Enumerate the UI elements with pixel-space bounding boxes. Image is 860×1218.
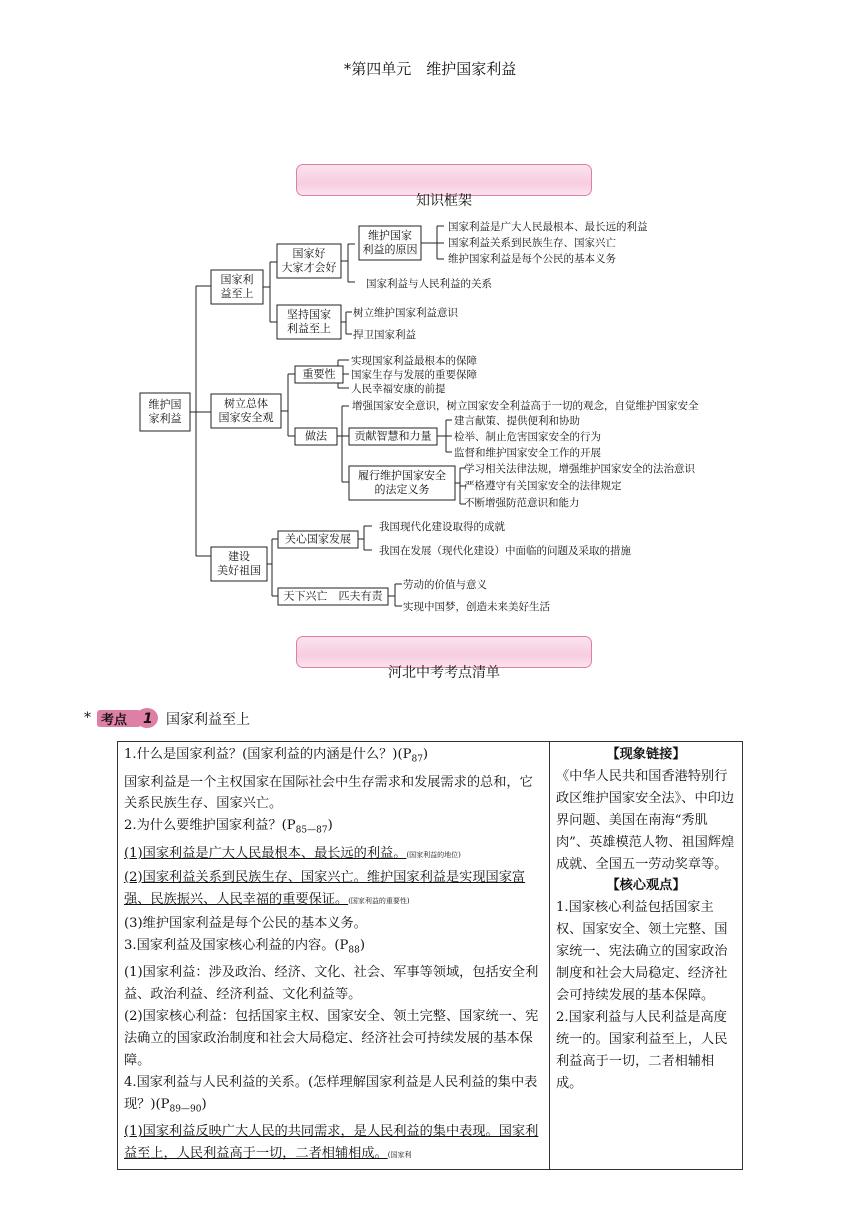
svg-text:益至上: 益至上 [220,287,254,300]
phenomenon-link-text: 《中华人民共和国香港特别行政区维护国家安全法》、中印边界问题、美国在南海“秀肌肉”、英雄模范人物、祖国辉煌成就、全国五一劳动奖章等。 [556,768,735,872]
q4-a1-note: (国家利 [387,1150,412,1159]
q4-title: 4.国家利益与人民利益的关系。 [124,1074,309,1090]
mindmap-node-country-good [277,244,341,278]
phenomenon-link-heading: 【现象链接】 [606,747,686,762]
q4 [124,1072,543,1121]
mindmap-node-practice [295,428,337,445]
table-right-cell [550,742,743,1170]
svg-text:国家好: 国家好 [292,247,326,260]
mindmap-leaf-practice-top: 增强国家安全意识，树立国家安全利益高于一切的观念，自觉维护国家安全 [352,400,699,412]
svg-text:家利益: 家利益 [148,412,182,425]
q4-page: 89—90 [169,1104,202,1115]
svg-text:做法: 做法 [305,429,327,443]
svg-text:关心国家发展: 关心国家发展 [285,532,351,546]
mindmap-root [140,393,190,431]
q2-answer-3: (3)维护国家利益是每个公民的基本义务。 [124,915,367,931]
mindmap-leaf-importance-2: 国家生存与发展的重要保障 [351,369,477,381]
mindmap-leaf-contribute-1: 建言献策、提供便利和协助 [454,415,580,427]
kaodian-table [117,741,743,1170]
q1 [124,744,543,772]
svg-text:美好祖国: 美好祖国 [217,564,261,577]
mindmap-leaf-responsibility-2: 实现中国梦，创造未来美好生活 [403,601,550,613]
svg-text:建设: 建设 [228,550,250,563]
mindmap-leaf-contribute-3: 监督和维护国家安全工作的开展 [454,447,601,459]
mindmap-leaf-uphold-1: 树立维护国家利益意识 [353,307,458,319]
mindmap-leaf-development-2: 我国在发展（现代化建设）中面临的问题及采取的措施 [379,545,631,557]
q2-a1-text: (1)国家利益是广大人民最根本、最长远的利益。 [124,845,407,861]
mindmap-leaf-development-1: 我国现代化建设取得的成就 [379,521,505,533]
q2-a1-note: (国家利益的地位) [406,850,461,859]
kaodian-star: * [84,710,91,726]
q1-close: ) [422,747,429,762]
svg-text:坚持国家: 坚持国家 [287,308,331,321]
q2-title: 2.为什么要维护国家利益？(P [124,818,296,834]
mindmap-node-contribute [349,428,437,445]
svg-text:利益至上: 利益至上 [287,322,331,335]
q3-answer-1: (1)国家利益：涉及政治、经济、文化、社会、军事等领域，包括安全利益、政治利益、经济利益、文化利益等。 [124,965,539,1002]
mindmap-node-responsibility [278,588,388,605]
mindmap-node-legal-duty [349,466,455,500]
q2-a2-text: (2)国家利益关系到民族生存、国家兴亡。维护国家利益是实现国家富强、民族振兴、人民幸福的重要保证。 [124,869,526,907]
page-title: *第四单元 维护国家利益 [343,60,517,78]
svg-text:贡献智慧和力量: 贡献智慧和力量 [354,429,432,443]
mindmap-leaf-reason-1: 国家利益是广大人民最根本、最长远的利益 [448,221,648,233]
svg-text:国家利: 国家利 [220,273,254,286]
q2-answer-1 [124,843,543,867]
q1-page: 87 [411,754,423,765]
q2-close: ) [327,818,333,834]
mindmap-leaf-legal-1: 学习相关法律法规，增强维护国家安全的法治意识 [464,463,695,475]
mindmap-leaf-legal-2: 严格遵守有关国家安全的法律规定 [464,480,622,492]
mindmap-node-national-interest-supreme [211,270,263,304]
mindmap-node-security-concept [211,394,281,428]
mindmap-leaf-legal-3: 不断增强防范意识和能力 [464,497,580,509]
q4-paren: (怎样理解国家利益是人民利益的集中表现？)(P [124,1074,538,1112]
checklist-banner-label: 河北中考考点清单 [388,665,500,681]
q2-answer-2 [124,867,543,913]
kaodian-number: 1 [143,711,154,727]
mindmap-node-build-motherland [211,547,267,581]
q2 [124,815,543,843]
svg-text:大家才会好: 大家才会好 [281,261,337,274]
table-left-cell [118,742,550,1170]
kaodian-badge [95,707,161,729]
q2-page: 85—87 [295,826,328,836]
q1-title: 1.什么是国家利益？ [124,747,243,762]
q2-a2-note: (国家利益的重要性) [348,896,410,905]
kaodian-title: 国家利益至上 [166,712,250,728]
q3 [124,935,543,963]
mindmap-leaf-uphold-2: 捍卫国家利益 [353,329,416,341]
core-view-2: 2.国家利益与人民利益是高度统一的。国家利益至上，人民利益高于一切，二者相辅相成。 [556,1009,728,1091]
mindmap-leaf-importance-3: 人民幸福安康的前提 [351,383,446,395]
mindmap-leaf-contribute-2: 检举、制止危害国家安全的行为 [454,431,601,443]
q1-answer: 国家利益是一个主权国家在国际社会中生存需求和发展需求的总和，它关系民族生存、国家兴亡。 [124,774,533,812]
core-view-1: 1.国家核心利益包括国家主权、国家安全、领土完整、国家统一、宪法确立的国家政治制度和社会大局稳定、经济社会可持续发展的基本保障。 [556,900,728,1003]
svg-text:的法定义务: 的法定义务 [374,483,430,496]
mindmap-leaf-interest-relation: 国家利益与人民利益的关系 [366,278,492,290]
svg-text:维护国家: 维护国家 [368,229,412,242]
mindmap-node-care-development [278,531,358,548]
svg-text:维护国: 维护国 [148,398,182,411]
mindmap-node-importance [295,366,343,383]
svg-text:树立总体: 树立总体 [224,397,268,410]
svg-text:天下兴亡 匹夫有责: 天下兴亡 匹夫有责 [283,589,383,603]
q4-close: ) [201,1096,207,1112]
framework-banner-label: 知识框架 [416,193,472,209]
kaodian-marker [84,707,161,729]
knowledge-framework-mindmap [0,205,860,625]
mindmap-leaf-reason-3: 维护国家利益是每个公民的基本义务 [448,253,616,265]
q3-page: 88 [348,945,360,956]
mindmap-leaf-reason-2: 国家利益关系到民族生存、国家兴亡 [448,237,616,249]
q4-answer-1 [124,1121,543,1167]
kaodian-badge-label: 考点 [101,713,128,728]
core-view-heading: 【核心观点】 [606,878,686,894]
q3-answer-2: (2)国家核心利益：包括国家主权、国家安全、领土完整、国家统一、宪法确立的国家政治制度和社会大局稳定、经济社会可持续发展的基本保障。 [124,1008,539,1068]
q3-title: 3.国家利益及国家核心利益的内容。(P [124,937,349,953]
svg-text:利益的原因: 利益的原因 [362,243,418,256]
mindmap-node-reasons [359,226,421,260]
q3-close: ) [359,937,366,953]
svg-text:国家安全观: 国家安全观 [218,411,274,424]
mindmap-node-uphold-supreme [277,305,341,339]
q1-paren: (国家利益的内涵是什么？)(P [242,747,412,762]
q4-a1-text: (1)国家利益反映广大人民的共同需求，是人民利益的集中表现。国家利益至上，人民利益高于一切，二者相辅相成。 [124,1124,539,1161]
mindmap-leaf-responsibility-1: 劳动的价值与意义 [403,579,487,591]
svg-text:重要性: 重要性 [302,367,336,381]
svg-text:履行维护国家安全: 履行维护国家安全 [358,469,446,482]
mindmap-leaf-importance-1: 实现国家利益最根本的保障 [351,355,477,367]
